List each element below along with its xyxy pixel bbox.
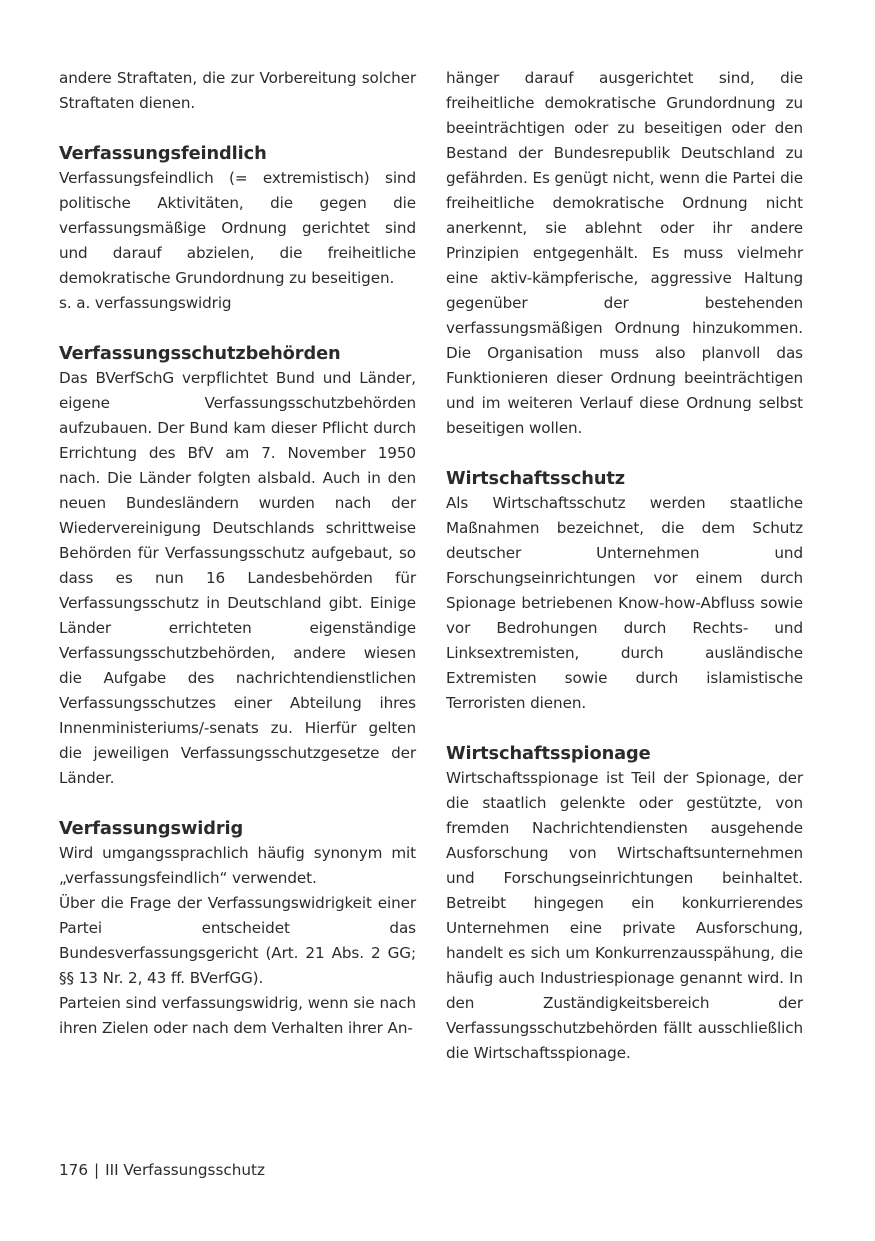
right-column — [446, 66, 803, 1066]
page-number: 176 — [59, 1161, 88, 1179]
entry-paragraph: Verfassungsfeindlich (= extremistisch) sind politische Aktivitäten, die gegen die verfassungsmäßige Ordnung gerichtet sind und darauf abzielen, die freiheitliche demokratische Grundordnung zu beseitigen. — [59, 169, 416, 287]
entry-heading-verfassungswidrig: Verfassungswidrig — [59, 818, 244, 839]
entry-paragraph: Über die Frage der Verfassungswidrigkeit einer Partei entscheidet das Bundesverfassungsgericht (Art. 21 Abs. 2 GG; §§ 13 Nr. 2, 43 ff. BVerfGG). — [59, 894, 416, 987]
left-column — [59, 66, 416, 1041]
entry-heading-wirtschaftsschutz: Wirtschaftsschutz — [446, 468, 626, 489]
cross-reference: s. a. verfassungswidrig — [59, 294, 232, 312]
section-title: III Verfassungsschutz — [105, 1161, 265, 1179]
page-footer — [59, 1158, 265, 1183]
entry-heading-verfassungsschutzbehoerden: Verfassungsschutzbehörden — [59, 343, 341, 364]
entry-heading-wirtschaftsspionage: Wirtschaftsspionage — [446, 743, 651, 764]
entry-paragraph: Parteien sind verfassungswidrig, wenn sie nach ihren Zielen oder nach dem Verhalten ihrer An- — [59, 994, 416, 1037]
entry-paragraph: Wirtschaftsspionage ist Teil der Spionage, der die staatlich gelenkte oder gestützte, von fremden Nachrichtendiensten ausgehende Ausforschung von Wirtschaftsunternehmen und Forschungseinrichtungen beinhaltet. Betreibt hingegen ein konkurrierendes Unternehmen eine private Ausforschung, handelt es sich um Konkurrenzausspähung, die häufig auch Industriespionage genannt wird. In den Zuständigkeitsbereich der Verfassungsschutzbehörden fällt ausschließlich die Wirtschaftsspionage. — [446, 769, 803, 1062]
continuation-paragraph: hänger darauf ausgerichtet sind, die freiheitliche demokratische Grundordnung zu beeinträchtigen oder zu beseitigen oder den Bestand der Bundesrepublik Deutschland zu gefährden. Es genügt nicht, wenn die Partei die freiheitliche demokratische Ordnung nicht anerkennt, sie ablehnt oder ihr andere Prinzipien entgegenhält. Es muss vielmehr eine aktiv-kämpferische, aggressive Haltung gegenüber der bestehenden verfassungsmäßigen Ordnung hinzukommen. Die Organisation muss also planvoll das Funktionieren dieser Ordnung beeinträchtigen und im weiteren Verlauf diese Ordnung selbst beseitigen wollen. — [446, 69, 803, 437]
entry-paragraph: Wird umgangssprachlich häufig synonym mit „verfassungsfeindlich“ verwendet. — [59, 844, 416, 887]
entry-paragraph: Das BVerfSchG verpflichtet Bund und Länder, eigene Verfassungsschutzbehörden aufzubauen. Der Bund kam dieser Pflicht durch Errichtung des BfV am 7. November 1950 nach. Die Länder folgten alsbald. Auch in den neuen Bundesländern wurden nach der Wiedervereinigung Deutschlands schrittweise Behörden für Verfassungsschutz aufgebaut, so dass es nun 16 Landesbehörden für Verfassungsschutz in Deutschland gibt. Einige Länder errichteten eigenständige Verfassungsschutzbehörden, andere wiesen die Aufgabe des nachrichtendienstlichen Verfassungsschutzes einer Abteilung ihres Innenministeriums/-senats zu. Hierfür gelten die jeweiligen Verfassungsschutzgesetze der Länder. — [59, 369, 416, 787]
intro-paragraph: andere Straftaten, die zur Vorbereitung solcher Straftaten dienen. — [59, 69, 416, 112]
entry-heading-verfassungsfeindlich: Verfassungsfeindlich — [59, 143, 267, 164]
entry-paragraph: Als Wirtschaftsschutz werden staatliche Maßnahmen bezeichnet, die dem Schutz deutscher Unternehmen und Forschungseinrichtungen vor einem durch Spionage betriebenen Know-how-Abfluss sowie vor Bedrohungen durch Rechts- und Linksextremisten, durch ausländische Extremisten sowie durch islamistische Terroristen dienen. — [446, 494, 803, 712]
footer-separator: | — [94, 1161, 100, 1179]
